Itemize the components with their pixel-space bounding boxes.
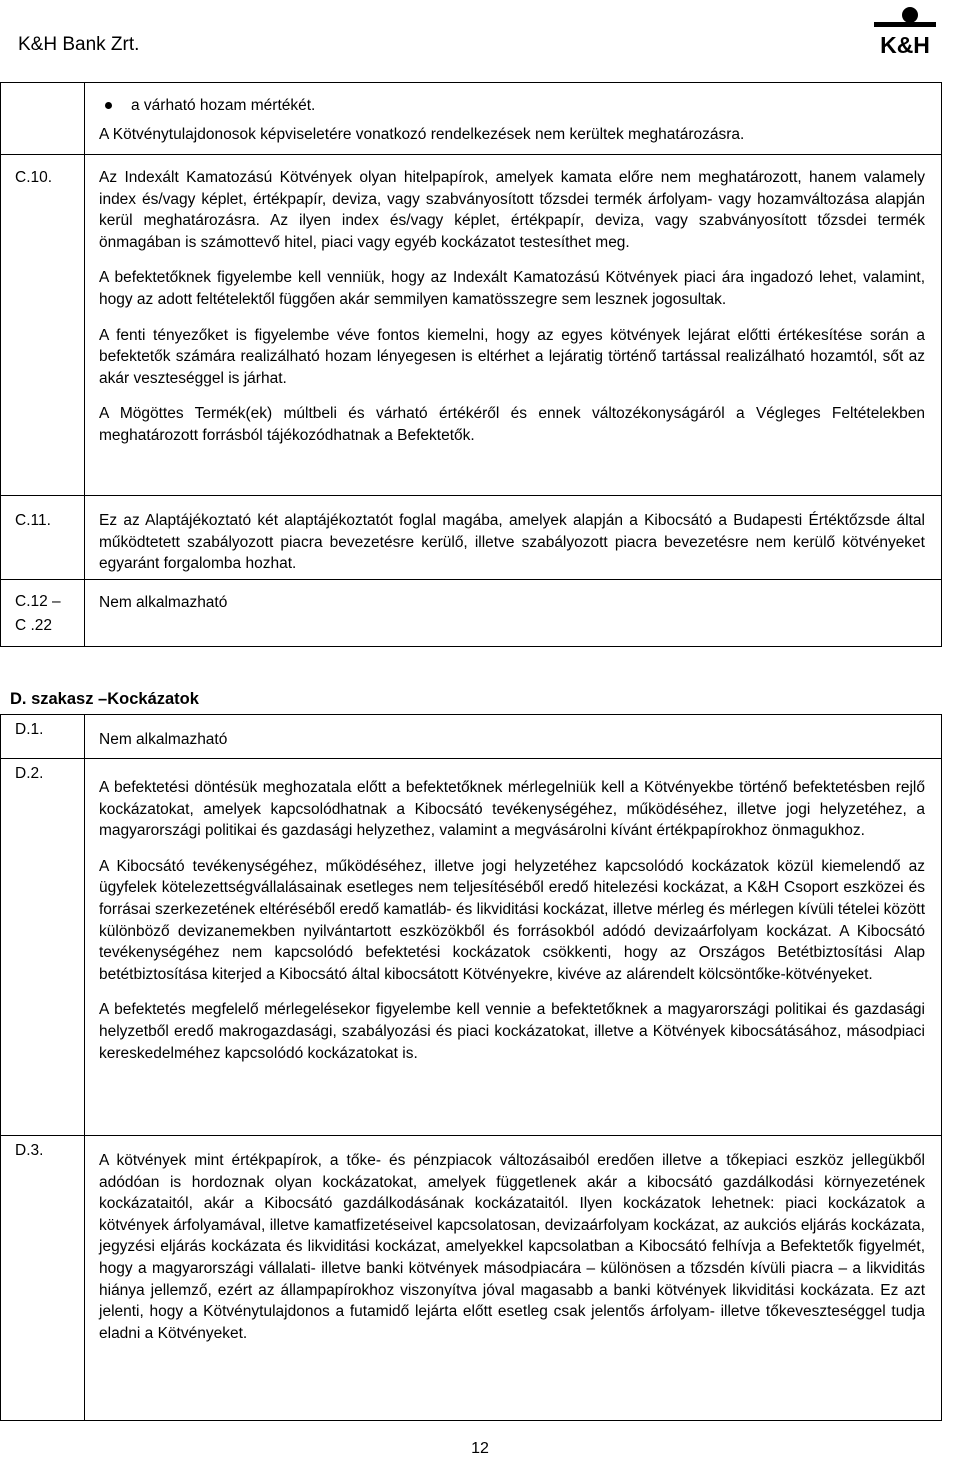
row-code: C.12 – C .22 xyxy=(1,580,85,647)
paragraph: A Kötvénytulajdonosok képviseletére vonatkozó rendelkezések nem kerültek meghatározásra. xyxy=(99,125,745,143)
row-code: D.3. xyxy=(1,1136,85,1421)
kh-logo xyxy=(870,4,940,56)
row-code: C.11. xyxy=(1,496,85,580)
paragraph: A kötvények mint értékpapírok, a tőke- és pénzpiacok változásaiból eredően illetve a tőkepiaci eszköz jellegükből adódóan is hordoznak olyan kockázatokat, amelyek függetlenek akár a kibocsátó gazdálkodási környezetének kockázataitól, akár a Kibocsátó gazdálkodásának kockázataitól. Ilyen kockázatok lehetnek: piaci kockázatok a kötvények árfolyamával, illetve kamatfizetéseivel kapcsolatosan, devizaárfolyam kockázat, az aukciós eljárás kockázata, jegyzési eljárás kockázata és likviditási kockázat, amelyekkel kapcsolatban a Kibocsátó felhívja a Befektetők figyelmét, hogy a magyarországi vállalati- illetve banki kötvények másodpiacára – különösen a tőzsdén kívüli piacra – a likviditás hiánya jellemző, ezért az állampapírokhoz viszonyítva jóval magasabb a banki kötvények likviditási kockázata. Ez azt jelenti, hogy a Kötvénytulajdonos a futamidő lejárta előtt esetleg csak jelentős árfolyam- illetve tőkeveszteséggel tudja eladni a Kötvényeket. xyxy=(99,1152,925,1342)
row-code xyxy=(1,83,85,155)
d-section-table xyxy=(0,714,942,1421)
paragraph: Ez az Alaptájékoztató két alaptájékoztatót foglal magába, amelyek alapján a Kibocsátó a Budapesti Értéktőzsde által működtetett szabályozott piacra bevezetésre kerülő, illetve szabályozott piacra bevezetésre nem kerülő kötvényeket egyaránt forgalomba hozhat. xyxy=(99,512,925,573)
list-item: a várható hozam mértékét. xyxy=(99,95,925,117)
table-row xyxy=(1,83,942,155)
page-number: 12 xyxy=(471,1440,489,1457)
row-content xyxy=(85,83,942,155)
paragraph: A Kibocsátó tevékenységéhez, működéséhez, illetve jogi helyzetéhez kapcsolódó kockázatok közül kiemelendő az ügyfelek kötelezettségvállalásainak esetleges nem teljesítéséből eredő hitelezési kockázat, a K&H Csoport eszközei és forrásai szerkezetének eltéréséből eredő kamatláb- és likviditási kockázat, illetve mérleg és mérlegen kívüli tételei között különböző devizanemekben nyilvántartott eszközökből és forrásokból adódó devizaárfolyam kockázat. A Kibocsátó tevékenységéhez nem kapcsolódó befektetési kockázatok csökkenti, hogy az Országos Betétbiztosítási Alap betétbiztosítása kiterjed a Kibocsátó által kibocsátott Kötvényekre, kivéve az alárendelt kölcsöntőke-kötvényeket. xyxy=(99,857,925,983)
paragraph: A befektetőknek figyelembe kell venniük, hogy az Indexált Kamatozású Kötvények piaci ára ingadozó lehet, valamint, hogy az adott feltételektől függően akár semmilyen kamatösszegre sem lesznek jogosultak. xyxy=(99,269,925,308)
c-section-table xyxy=(0,82,942,647)
row-content xyxy=(85,496,942,580)
page-header xyxy=(18,0,942,70)
table-row xyxy=(1,1136,942,1421)
paragraph: Nem alkalmazható xyxy=(99,594,228,611)
table-row xyxy=(1,759,942,1136)
section-title: D. szakasz –Kockázatok xyxy=(10,690,199,708)
row-content xyxy=(85,715,942,759)
row-code: C.10. xyxy=(1,155,85,496)
logo-text: K&H xyxy=(880,32,930,56)
paragraph: A fenti tényezőket is figyelembe véve fontos kiemelni, hogy az egyes kötvények lejárat előtti értékesítése során a befektetők számára realizálható hozam lényegesen is eltérhet a lejáratig történő tartással realizálható hozamtól, sőt az akár veszteséggel is járhat. xyxy=(99,326,925,387)
row-content xyxy=(85,759,942,1136)
table-row xyxy=(1,155,942,496)
row-content xyxy=(85,155,942,496)
row-content xyxy=(85,1136,942,1421)
paragraph: A befektetés megfelelő mérlegelésekor figyelembe kell vennie a befektetőknek a magyarországi politikai és gazdasági helyzetből eredő makrogazdasági, szabályozási és piaci kockázatokat, illetve a Kötvények kibocsátásához, másodpiaci kereskedelméhez kapcsolódó kockázatokat is. xyxy=(99,1001,925,1062)
paragraph: A Mögöttes Termék(ek) múltbeli és várható értékéről és ennek változékonyságáról a Végleges Feltételekben meghatározott forrásból tájékozódhatnak a Befektetők. xyxy=(99,405,925,444)
table-row xyxy=(1,496,942,580)
table-row xyxy=(1,715,942,759)
row-content xyxy=(85,580,942,647)
company-name: K&H Bank Zrt. xyxy=(18,34,140,55)
kh-logo-mark xyxy=(870,4,940,56)
paragraph: Nem alkalmazható xyxy=(99,731,228,748)
table-row xyxy=(1,580,942,647)
row-code: D.1. xyxy=(1,715,85,759)
paragraph: Az Indexált Kamatozású Kötvények olyan hitelpapírok, amelyek kamata előre nem meghatározott, hanem valamely index és/vagy képlet, értékpapír, deviza, vagy szabványosított tőzsdei termék árfolyam- vagy hozamváltozása alapján kerül meghatározásra. Az ilyen index és/vagy képlet, értékpapír, deviza, vagy szabványosított tőzsdei termék önmagában is számottevő hitel, piaci vagy egyéb kockázatot testesíthet meg. xyxy=(99,169,925,251)
bullet-icon xyxy=(105,102,112,109)
paragraph: A befektetési döntésük meghozatala előtt a befektetőknek mérlegelniük kell a Kötvényekbe történő befektetésben rejlő kockázatokat, amelyek kapcsolódhatnak a Kibocsátó tevékenységéhez, működéséhez, illetve jogi helyzetéhez, a magyarországi politikai és gazdasági helyzethez, valamint a megvásárolni kívánt értékpapírokhoz önmagukhoz. xyxy=(99,779,925,840)
row-code: D.2. xyxy=(1,759,85,1136)
